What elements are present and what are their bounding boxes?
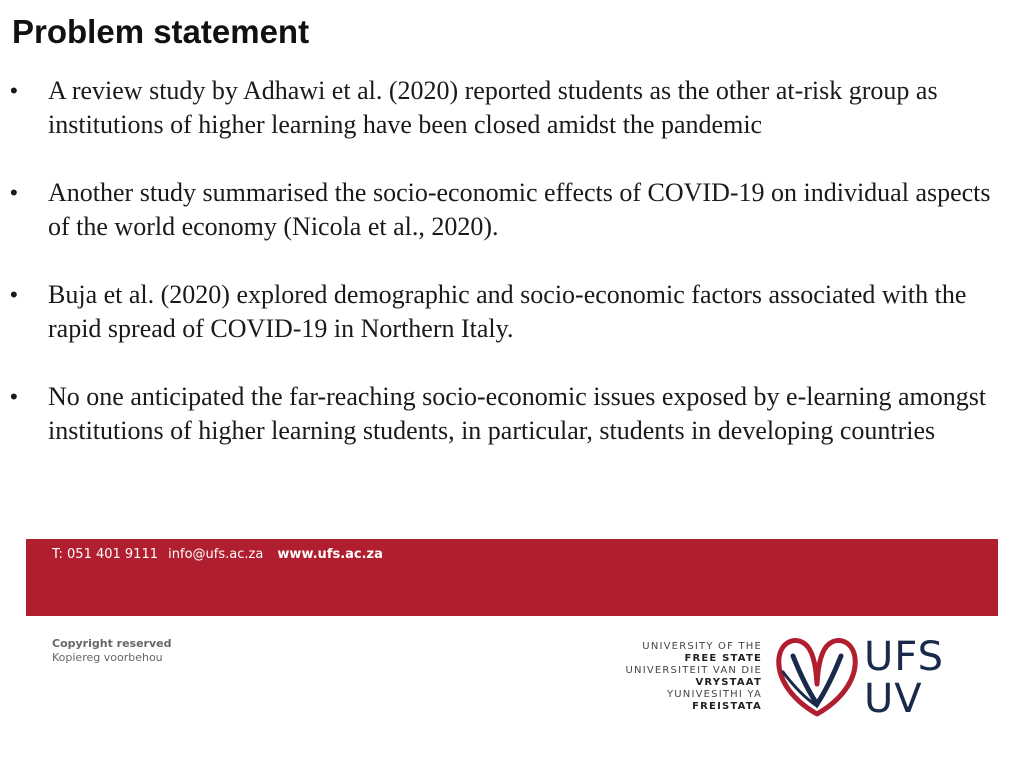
uni-name-line: FREISTATA <box>692 701 762 712</box>
bullet-item <box>10 278 1015 346</box>
bullet-item <box>10 74 1015 142</box>
email-link[interactable]: info@ufs.ac.za <box>168 547 264 562</box>
uni-name-line: YUNIVESITHI YA <box>666 689 762 700</box>
uni-name-line: UNIVERSITEIT VAN DIE <box>625 665 762 676</box>
bullet-text: No one anticipated the far-reaching socio-economic issues exposed by e-learning amongst institutions of higher learning students, in particular, students in developing countries <box>48 382 987 445</box>
bullet-marker: • <box>10 180 18 205</box>
contact-info <box>52 547 389 562</box>
bullet-item <box>10 176 1015 244</box>
bullet-text: Buja et al. (2020) explored demographic and socio-economic factors associated with the rapid spread of COVID-19 in Northern Italy. <box>48 280 967 343</box>
website-link[interactable]: www.ufs.ac.za <box>277 547 383 562</box>
copyright-notice <box>52 637 172 665</box>
bullet-item <box>10 380 1015 448</box>
ufs-logo-text <box>864 636 944 720</box>
logo-line-uv: UV <box>864 676 923 722</box>
bullet-text: A review study by Adhawi et al. (2020) reported students as the other at-risk group as institutions of higher learning have been closed amidst the pandemic <box>48 76 938 139</box>
ufs-heart-logo-icon <box>775 632 859 722</box>
university-names <box>626 641 763 713</box>
uni-name-line: FREE STATE <box>684 653 762 664</box>
uni-name-line: VRYSTAAT <box>695 677 762 688</box>
slide-title: Problem statement <box>12 13 310 50</box>
copyright-en: Copyright reserved <box>52 637 172 650</box>
bullet-text: Another study summarised the socio-economic effects of COVID-19 on individual aspects of the world economy (Nicola et al., 2020). <box>48 178 991 241</box>
copyright-af: Kopiereg voorbehou <box>52 651 163 664</box>
logo-line-ufs: UFS <box>864 634 944 680</box>
bullet-marker: • <box>10 384 18 409</box>
bullet-marker: • <box>10 78 18 103</box>
bullet-marker: • <box>10 282 18 307</box>
footer-bar <box>26 539 998 616</box>
uni-name-line: UNIVERSITY OF THE <box>642 641 762 652</box>
phone-number: T: 051 401 9111 <box>52 547 158 562</box>
bullet-list <box>10 74 1015 482</box>
